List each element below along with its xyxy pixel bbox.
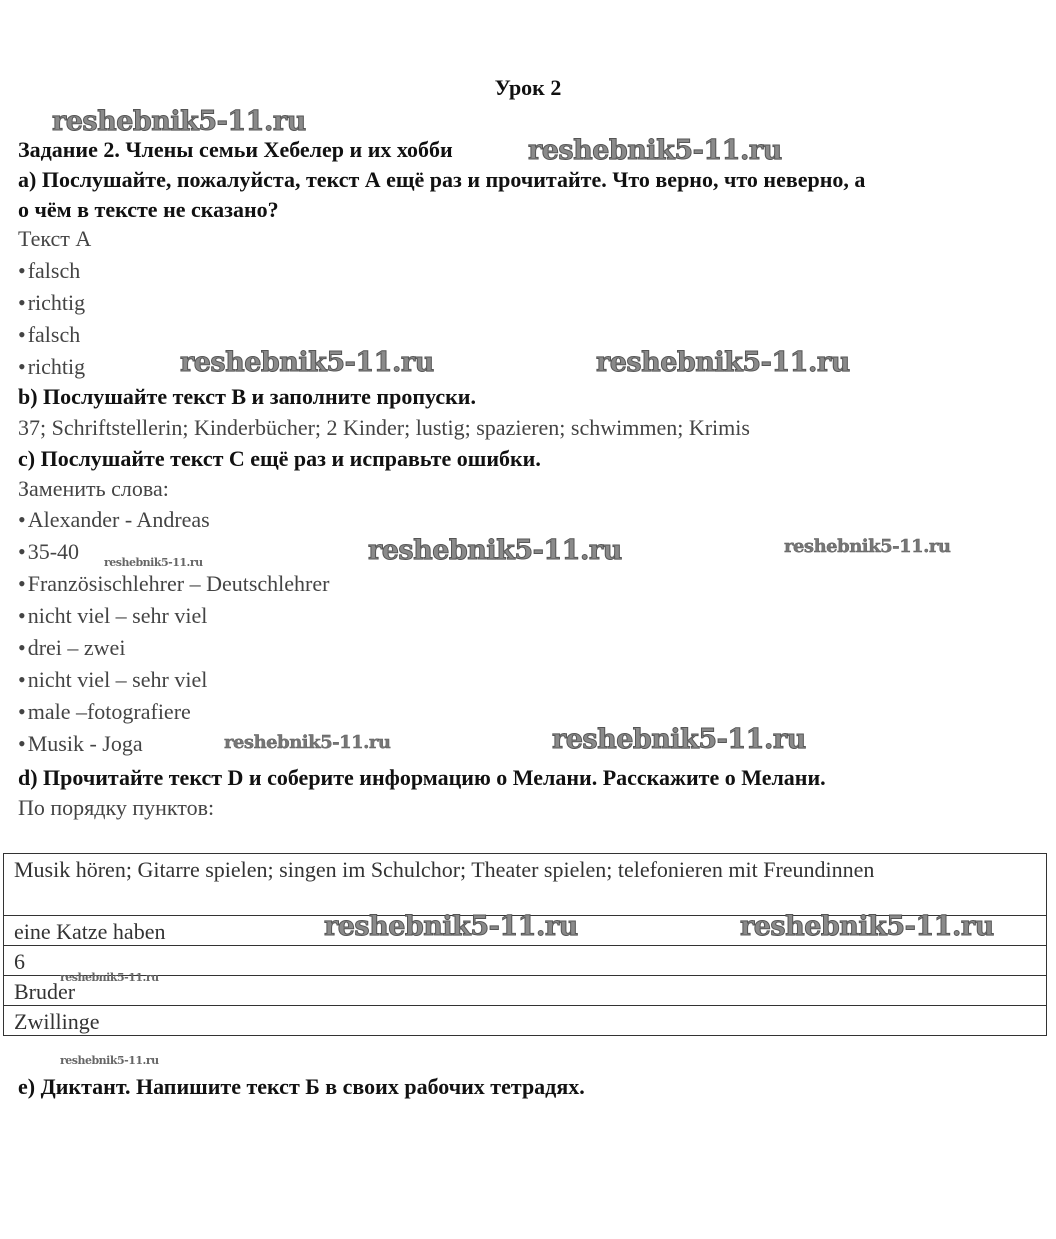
watermark: reshebnik5-11.ru (60, 1054, 159, 1067)
watermark: reshebnik5-11.ru (552, 724, 806, 755)
list-item: • nicht viel – sehr viel (18, 667, 207, 693)
section-c-intro: Заменить слова: (18, 476, 169, 501)
section-c-heading: с) Послушайте текст С ещё раз и исправьте ошибки. (18, 446, 541, 471)
list-item: • falsch (18, 322, 80, 348)
list-item: • Alexander - Andreas (18, 507, 210, 533)
table-cell: Bruder (4, 976, 1047, 1006)
section-d-heading: d) Прочитайте текст D и соберите информацию о Мелани. Расскажите о Мелани. (18, 765, 826, 790)
watermark: reshebnik5-11.ru (324, 911, 578, 942)
section-b-answer: 37; Schriftstellerin; Kinderbücher; 2 Kinder; lustig; spazieren; schwimmen; Krimis (18, 415, 750, 440)
watermark: reshebnik5-11.ru (740, 911, 994, 942)
table-cell: 6 (4, 946, 1047, 976)
watermark: reshebnik5-11.ru (224, 732, 391, 753)
list-item: • Musik - Joga (18, 731, 143, 757)
table-row (4, 976, 1047, 1006)
section-a-heading-cont: о чём в тексте не сказано? (18, 197, 279, 222)
list-item: • falsch (18, 258, 80, 284)
watermark: reshebnik5-11.ru (180, 347, 434, 378)
section-a-heading: а) Послушайте, пожалуйста, текст А ещё раз и прочитайте. Что верно, что неверно, а (18, 167, 866, 192)
table-cell: Musik hören; Gitarre spielen; singen im Schulchor; Theater spielen; telefonieren mit Freundinnen (4, 854, 1047, 916)
lesson-title: Урок 2 (494, 75, 562, 100)
table-cell: eine Katze haben (4, 916, 1047, 946)
table-row (4, 946, 1047, 976)
watermark: reshebnik5-11.ru (52, 106, 306, 137)
watermark: reshebnik5-11.ru (60, 971, 159, 984)
table-row (4, 854, 1047, 916)
task-title: Задание 2. Члены семьи Хебелер и их хобби (18, 137, 453, 162)
section-a-intro: Текст А (18, 226, 92, 251)
list-item: • richtig (18, 290, 85, 316)
melanie-info-table (3, 853, 1047, 1036)
section-b-heading: b) Послушайте текст В и заполните пропуски. (18, 384, 476, 409)
list-item: • male –fotografiere (18, 699, 191, 725)
list-item: • Französischlehrer – Deutschlehrer (18, 571, 329, 597)
table-cell: Zwillinge (4, 1006, 1047, 1036)
table-row (4, 1006, 1047, 1036)
watermark: reshebnik5-11.ru (528, 135, 782, 166)
watermark: reshebnik5-11.ru (596, 347, 850, 378)
section-d-intro: По порядку пунктов: (18, 795, 215, 820)
list-item: • drei – zwei (18, 635, 125, 661)
watermark: reshebnik5-11.ru (368, 535, 622, 566)
list-item: • nicht viel – sehr viel (18, 603, 207, 629)
watermark: reshebnik5-11.ru (784, 536, 951, 557)
watermark: reshebnik5-11.ru (104, 556, 203, 569)
list-item: • richtig (18, 354, 85, 380)
list-item: • 35-40 (18, 539, 79, 565)
section-e-heading: е) Диктант. Напишите текст Б в своих рабочих тетрадях. (18, 1074, 585, 1099)
